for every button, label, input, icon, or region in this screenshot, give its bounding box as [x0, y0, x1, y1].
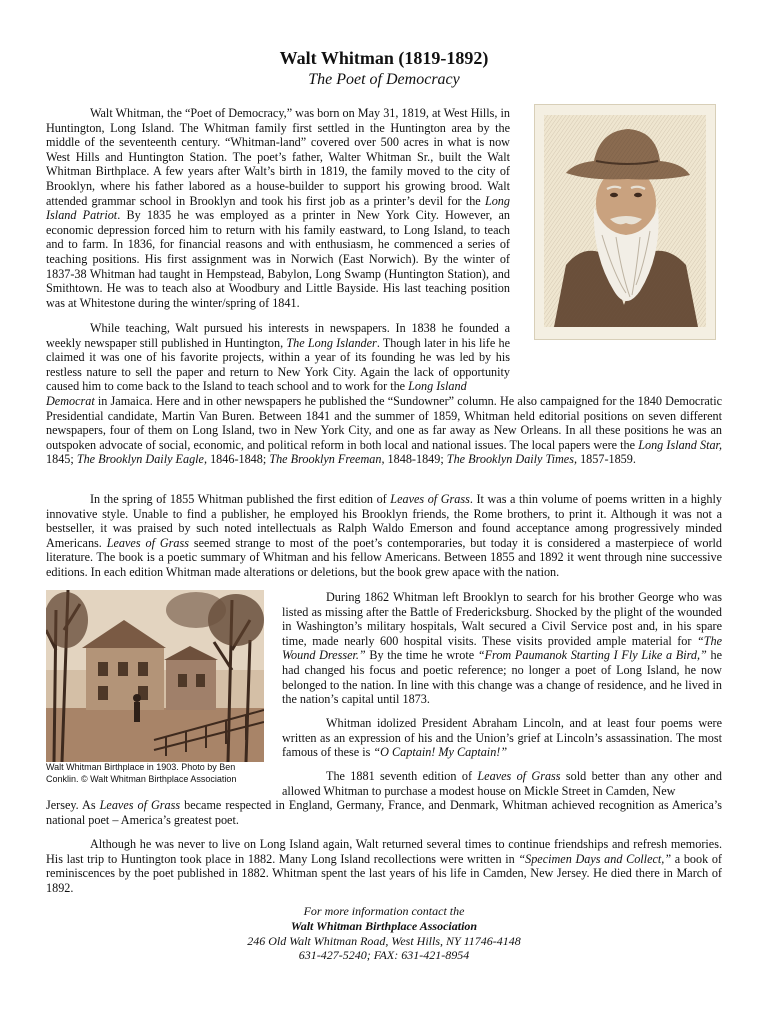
text-run: 1857-1859.: [577, 452, 636, 467]
text-run: . It was a thin volume of poems written in a highly innovative style. Unable to find a publisher, he employed his Brooklyn friends, the Rome brothers, to print it. Although it was not a bestseller, it was praised by such noted intellectuals as Ralph Waldo Emerson and found acceptance among progressively minded Americans.: [46, 492, 722, 550]
text-run: . Though later in his life he claimed it was one of his favorite projects, within a year of its founding he was led by his restless nature to sell the paper and return to New York City. Again the lack of opportunity caused him to come back to the Island to teach school and to work for the: [46, 335, 510, 394]
contact-phone: 631-427-5240; FAX: 631-421-8954: [298, 948, 470, 963]
text-run: By the time he wrote: [365, 648, 478, 663]
text-run: . By 1835 he was employed as a printer in New York City. However, an economic depression forced him to return with his family eastward, to Long Island, to teach and to farm. In 1836, for financial reasons and with enthusiasm, he commenced a series of teaching positions. His first assignment was in Norwich (East Norwich). By the winter of 1837-38 Whitman had taught in Hempstead, Babylon, Long Swamp (Huntington Station), and Smithtown. He was to teach also at Woodbury and Little Bayside. His last teaching position was at Whitestone during the winter/spring of 1841.: [46, 208, 510, 310]
text-run: Jersey. As: [46, 798, 100, 812]
newspaper-title: Long Island Patriot: [46, 193, 510, 223]
text-run: seemed strange to most of the poet’s contemporaries, but today it is considered a masterpiece of world literature. The book is a poetic summary of Whitman and his fellow Americans. Between 1855 and 1892 it went through nine successive editions. In each edition Whitman made alterations or deletions, but the book grew apace with the nation.: [46, 535, 722, 579]
text-run: The 1881 seventh edition of: [326, 769, 478, 783]
paragraph-birth: [46, 106, 510, 310]
paragraph-seventh-edition-cont: [46, 798, 722, 827]
page-subtitle: The Poet of Democracy: [308, 71, 460, 88]
text-run: Although he was never to live on Long Island again, Walt returned several times to continue friendships and refresh memories. His last trip to Huntington took place in 1882. Many Long Island recollections were written in: [46, 837, 722, 866]
page-title: Walt Whitman (1819-1892): [279, 48, 489, 68]
paragraph-newspapers-intro: [46, 321, 510, 394]
portrait-engraving: [544, 115, 706, 327]
photo-caption: Walt Whitman Birthplace in 1903. Photo by Ben Conklin. © Walt Whitman Birthplace Association: [46, 762, 237, 784]
paragraph-lincoln: [282, 716, 722, 760]
paragraph-civil-war: [282, 590, 722, 707]
book-title: Leaves of Grass: [477, 769, 561, 783]
whitman-portrait: [534, 104, 716, 340]
text-run: a book of reminiscences by the poet published in 1882. Whitman spent the last years of his life in Camden, New Jersey. He died there in March of 1892.: [46, 851, 722, 895]
newspaper-title: The Brooklyn Daily Times,: [446, 452, 578, 467]
book-title: Leaves of Grass: [390, 492, 470, 506]
book-title: “Specimen Days and Collect,”: [518, 851, 672, 866]
text-run: Walt Whitman, the “Poet of Democracy,” was born on May 31, 1819, at West Hills, in Huntington, Long Island. The Whitman family first settled in the Huntington area by the middle of the seventeenth century. “Whitman-land” covered over 500 acres in what is now West Hills and Huntington Station. The poet’s father, Walter Whitman Sr., built the Walt Whitman Birthplace. A few years after Walt’s birth in 1819, the family moved to the city of Brooklyn, where his father labored as a house-builder to support his growing brood. Walt attended grammar school in Brooklyn and took his first job as a printer’s devil for the: [46, 106, 510, 208]
poem-title: “O Captain! My Captain!”: [373, 745, 508, 760]
book-title: Leaves of Grass: [106, 535, 189, 550]
text-run: became respected in England, Germany, France, and Denmark, Whitman achieved recognition as America’s national poet – America’s greatest poet.: [46, 798, 722, 827]
newspaper-title: The Brooklyn Freeman,: [269, 452, 385, 467]
text-run: Whitman idolized President Abraham Lincoln, and at least four poems were written as an expression of his and the Union’s grief at Lincoln’s assassination. The most famous of these is: [282, 716, 722, 760]
paragraph-newspapers-cont: [46, 394, 722, 467]
newspaper-title: The Long Islander: [286, 335, 377, 350]
contact-organization: Walt Whitman Birthplace Association: [290, 918, 478, 933]
text-run: During 1862 Whitman left Brooklyn to search for his brother George who was listed as missing after the Battle of Fredericksburg. Shocked by the plight of the wounded in Washington’s military hospitals, Walt secured a Civil Service post and, in his spare time, made nearly 600 hospital visits. These visits provided ample material for: [282, 590, 722, 648]
text-run: 1845;: [46, 452, 77, 467]
newspaper-title: Democrat: [46, 394, 95, 408]
text-run: In the spring of 1855 Whitman published the first edition of: [90, 492, 391, 506]
contact-address: 246 Old Walt Whitman Road, West Hills, NY 11746-4148: [247, 933, 521, 948]
text-run: in Jamaica. Here and in other newspapers he published the “Sundowner” column. He also campaigned for the 1840 Democratic Presidential candidate, Martin Van Buren. Between 1841 and the summer of 1859, Whitman held editorial positions on seven different newspapers, four of them on Long Island, two in New York City, and one as far away as New Orleans. In all these positions he was an outspoken advocate of social, economic, and political reform in both local and national issues. The local papers were the: [46, 394, 722, 452]
paragraph-seventh-edition: [282, 769, 722, 798]
birthplace-house-image: [46, 590, 264, 762]
newspaper-title: Long Island Star,: [638, 437, 722, 452]
newspaper-title: Long Island: [408, 379, 467, 394]
paragraph-leaves-of-grass: [46, 492, 722, 580]
text-run: he had changed his focus and poetic reference; no longer a poet of Long Island, he now belonged to the nation. In line with this change was a change of residence, and he lived in the nation’s capital until 1873.: [282, 648, 722, 707]
text-run: 1848-1849;: [384, 452, 447, 467]
poem-title: “The Wound Dresser.”: [282, 633, 722, 663]
book-title: Leaves of Grass: [99, 798, 181, 812]
text-run: While teaching, Walt pursued his interests in newspapers. In 1838 he founded a weekly newspaper still published in Huntington,: [46, 321, 510, 350]
poem-title: “From Paumanok Starting I Fly Like a Bird,”: [477, 648, 707, 663]
text-run: 1846-1848;: [207, 452, 270, 467]
birthplace-photo: [46, 590, 264, 762]
text-run: sold better than any other and allowed Whitman to purchase a modest house on Mickle Street in Camden, New: [282, 769, 722, 798]
contact-intro: For more information contact the: [303, 904, 465, 918]
contact-info: [0, 904, 768, 963]
newspaper-title: The Brooklyn Daily Eagle,: [76, 452, 208, 467]
paragraph-later-years: [46, 837, 722, 895]
